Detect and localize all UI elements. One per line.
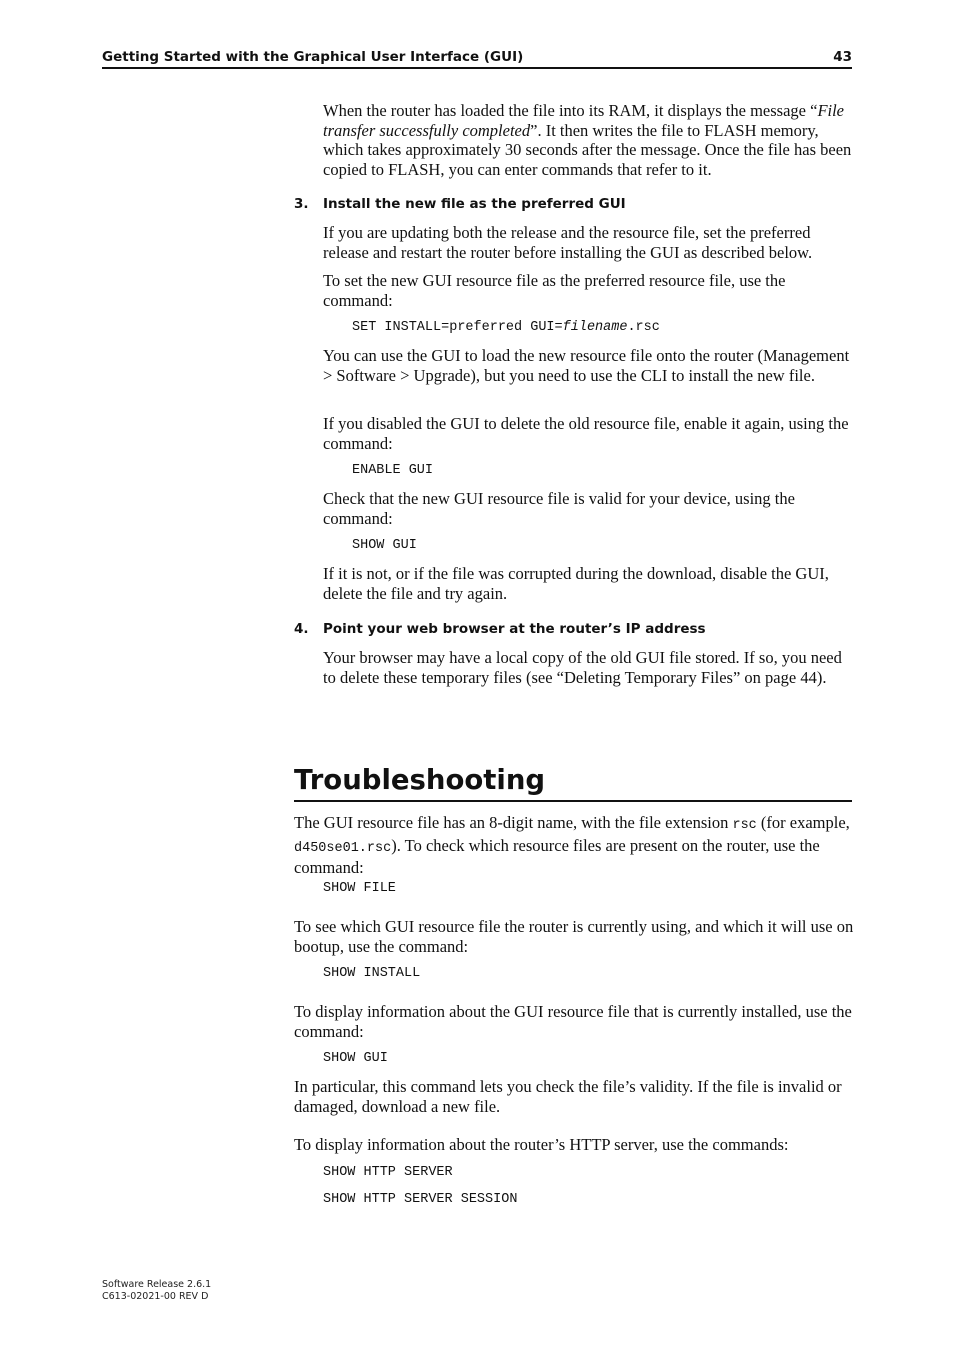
step-3-paragraph: If you disabled the GUI to delete the old resource file, enable it again, using the command: (323, 414, 849, 453)
step-number: 4. (294, 621, 309, 637)
step-3-paragraph: To set the new GUI resource file as the preferred resource file, use the command: (323, 271, 786, 310)
command-show-file: SHOW FILE (323, 881, 396, 896)
step-number: 3. (294, 196, 309, 212)
troubleshooting-paragraph: To display information about the router’s HTTP server, use the commands: (294, 1135, 789, 1154)
inline-code: d450se01.rsc (294, 840, 392, 856)
software-release: Software Release 2.6.1 (102, 1279, 212, 1290)
command-show-http-server: SHOW HTTP SERVER (323, 1165, 453, 1180)
troubleshooting-paragraph: The GUI resource file has an 8-digit name, with the file extension rsc (for example, d450se01.rsc). To check which resource files are present on the router, use the command: (294, 813, 850, 877)
step-4-paragraph: Your browser may have a local copy of the old GUI file stored. If so, you need to delete these temporary files (see “Deleting Temporary Files” on page 44). (323, 648, 842, 687)
message-text: File transfer successfully completed (323, 101, 845, 140)
page-footer (102, 1279, 211, 1303)
troubleshooting-paragraph: To display information about the GUI resource file that is currently installed, use the command: (294, 1002, 852, 1041)
step-title: Point your web browser at the router’s IP address (323, 621, 706, 637)
step-3-paragraph: If it is not, or if the file was corrupted during the download, disable the GUI, delete the file and try again. (323, 564, 829, 603)
inline-code: rsc (732, 818, 757, 833)
command-show-gui: SHOW GUI (352, 538, 417, 553)
step-3-paragraph: Check that the new GUI resource file is valid for your device, using the command: (323, 489, 795, 528)
troubleshooting-paragraph: To see which GUI resource file the router is currently using, and which it will use on bootup, use the command: (294, 917, 854, 956)
page-number: 43 (833, 49, 852, 65)
command-show-gui: SHOW GUI (323, 1051, 388, 1066)
intro-paragraph: When the router has loaded the file into its RAM, it displays the message “File transfer successfully completed”. It then writes the file to FLASH memory, which takes approximately 30 seconds after the message. Once the file has been copied to FLASH, you can enter commands that refer to it. (323, 101, 852, 179)
section-heading-troubleshooting: Troubleshooting (294, 762, 852, 802)
command-show-http-server-session: SHOW HTTP SERVER SESSION (323, 1192, 518, 1207)
command-enable-gui: ENABLE GUI (352, 463, 434, 478)
command-show-install: SHOW INSTALL (323, 966, 421, 981)
document-number: C613-02021-00 REV D (102, 1291, 209, 1302)
step-title: Install the new file as the preferred GUI (323, 196, 626, 212)
page-header (102, 48, 852, 69)
troubleshooting-paragraph: In particular, this command lets you check the file’s validity. If the file is invalid or damaged, download a new file. (294, 1077, 842, 1116)
running-title: Getting Started with the Graphical User Interface (GUI) (102, 49, 524, 65)
command-set-install: SET INSTALL=preferred GUI=filename.rsc (352, 320, 660, 335)
step-3-paragraph: If you are updating both the release and the resource file, set the preferred release and restart the router before installing the GUI as described below. (323, 223, 813, 262)
step-3-paragraph: You can use the GUI to load the new resource file onto the router (Management > Software > Upgrade), but you need to use the CLI to install the new file. (323, 346, 850, 385)
